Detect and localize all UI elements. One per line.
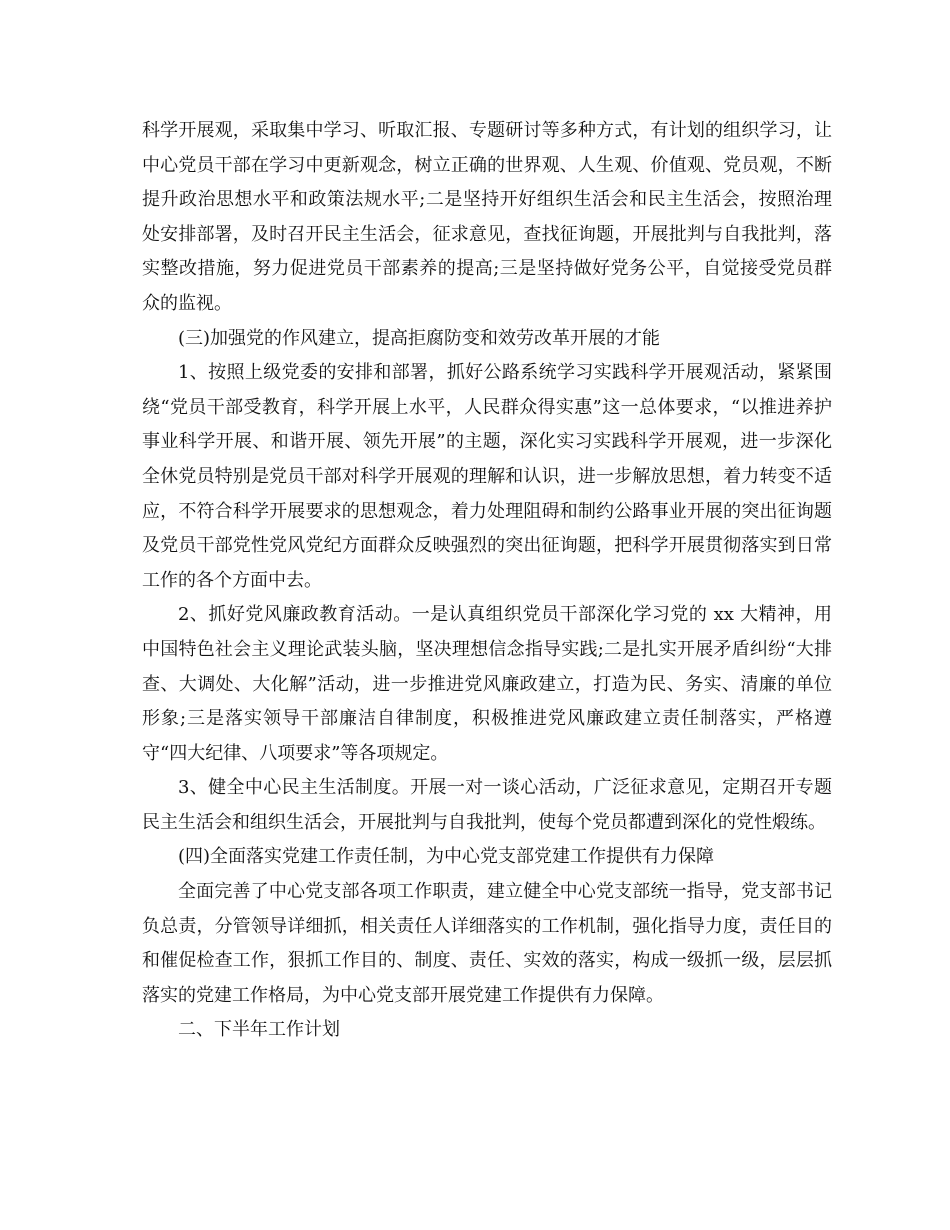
section-heading-plan: 二、下半年工作计划 bbox=[178, 1019, 340, 1041]
section-heading-4: (四)全面落实党建工作责任制，为中心党支部党建工作提供有力保障 bbox=[178, 846, 715, 868]
paragraph-item-2: 2、抓好党风廉政教育活动。一是认真组织党员干部深化学习党的 xx 大精神，用中国特色社会主义理论武装头脑，坚决理想信念指导实践;二是扎实开展矛盾纠纷“大排查、大调处、大化解”活动，进一步推进党风廉政建立，打造为民、务实、清廉的单位形象;三是落实领导干部廉洁自律制度，积极推进党风廉政建立责任制落实，严格遵守“四大纪律、八项要求”等各项规定。 bbox=[142, 604, 832, 764]
paragraph-item-3: 3、健全中心民主生活制度。开展一对一谈心活动，广泛征求意见，定期召开专题民主生活会和组织生活会，开展批判与自我批判，使每个党员都遭到深化的党性煅练。 bbox=[142, 777, 832, 833]
paragraph-continuation: 科学开展观，采取集中学习、听取汇报、专题研讨等多种方式，有计划的组织学习，让中心党员干部在学习中更新观念，树立正确的世界观、人生观、价值观、党员观，不断提升政治思想水平和政策法规水平;二是坚持开好组织生活会和民主生活会，按照治理处安排部署，及时召开民主生活会，征求意见，查找征询题，开展批判与自我批判，落实整改措施，努力促进党员干部素养的提高;三是坚持做好党务公平，自觉接受党员群众的监视。 bbox=[142, 120, 832, 314]
paragraph-responsibility: 全面完善了中心党支部各项工作职责，建立健全中心党支部统一指导，党支部书记负总责，分管领导详细抓，相关责任人详细落实的工作机制，强化指导力度，责任目的和催促检查工作，狠抓工作目的、制度、责任、实效的落实，构成一级抓一级，层层抓落实的党建工作格局，为中心党支部开展党建工作提供有力保障。 bbox=[142, 881, 832, 1006]
section-heading-3: (三)加强党的作风建立，提高拒腐防变和效劳改革开展的才能 bbox=[178, 327, 661, 349]
paragraph-item-1: 1、按照上级党委的安排和部署，抓好公路系统学习实践科学开展观活动，紧紧围绕“党员干部受教育，科学开展上水平，人民群众得实惠”这一总体要求，“以推进养护事业科学开展、和谐开展、领先开展”的主题，深化实习实践科学开展观，进一步深化全休党员特别是党员干部对科学开展观的理解和认识，进一步解放思想，着力转变不适应，不符合科学开展要求的思想观念，着力处理阻碍和制约公路事业开展的突出征询题及党员干部党性党风党纪方面群众反映强烈的突出征询题，把科学开展贯彻落实到日常工作的各个方面中去。 bbox=[142, 362, 832, 591]
document-body bbox=[142, 114, 832, 1048]
